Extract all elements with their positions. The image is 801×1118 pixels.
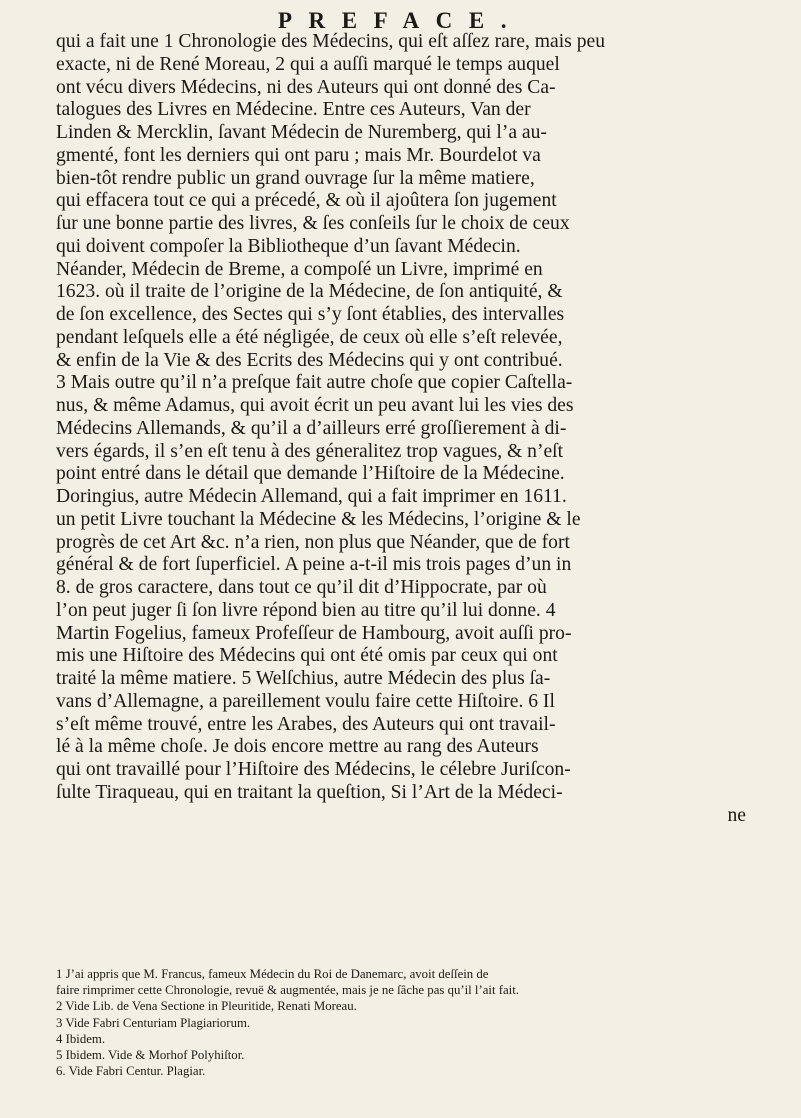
body-line: 8. de gros caractere, dans tout ce qu’il dit d’Hippocrate, par où [56, 577, 547, 598]
body-line: progrès de cet Art &c. n’a rien, non plus que Néander, que de fort [56, 531, 570, 553]
footnote: 4 Ibidem. [56, 1031, 106, 1046]
body-line: Néander, Médecin de Breme, a compoſé un Livre, imprimé en [56, 258, 543, 280]
body-line: général & de fort ſuperficiel. A peine a-t-il mis trois pages d’un in [56, 554, 572, 576]
body-line: vers égards, il s’en eſt tenu à des géneralitez trop vagues, & n’eſt [56, 440, 564, 462]
body-line: un petit Livre touchant la Médecine & les Médecins, l’origine & le [56, 508, 581, 530]
body-line: s’eſt même trouvé, entre les Arabes, des Auteurs qui ont travail- [56, 713, 556, 735]
body-line: ſulte Tiraqueau, qui en traitant la queſtion, Si l’Art de la Médeci- [56, 781, 563, 803]
footnote: 5 Ibidem. Vide & Morhof Polyhiſtor. [56, 1048, 245, 1063]
body-line: point entré dans le détail que demande l’Hiſtoire de la Médecine. [56, 463, 565, 485]
body-line: ſur une bonne partie des livres, & ſes conſeils ſur le choix de ceux [56, 213, 570, 234]
body-line: Médecins Allemands, & qu’il a d’ailleurs erré groſſierement à di- [56, 417, 567, 439]
body-line: vans d’Allemagne, a pareillement voulu faire cette Hiſtoire. 6 Il [56, 690, 555, 712]
body-line: & enfin de la Vie & des Ecrits des Médecins qui y ont contribué. [56, 349, 563, 371]
body-line: traité la même matiere. 5 Welſchius, autre Médecin des plus ſa- [56, 668, 551, 689]
footnote: 2 Vide Lib. de Vena Sectione in Pleuritide, Renati Moreau. [56, 999, 357, 1014]
body-line: ont vécu divers Médecins, ni des Auteurs qui ont donné des Ca- [56, 76, 556, 98]
body-line: pendant leſquels elle a été négligée, de ceux où elle s’eſt relevée, [56, 326, 563, 348]
body-line: Doringius, autre Médecin Allemand, qui a fait imprimer en 1611. [56, 486, 567, 507]
body-line: nus, & même Adamus, qui avoit écrit un peu avant lui les vies des [56, 395, 574, 416]
body-line: de ſon excellence, des Sectes qui s’y ſont établies, des intervalles [56, 304, 565, 325]
body-line: gmenté, font les derniers qui ont paru ; mais Mr. Bourdelot va [56, 144, 541, 166]
body-line: talogues des Livres en Médecine. Entre ces Auteurs, Van der [56, 99, 531, 121]
body-line: qui a fait une 1 Chronologie des Médecins, qui eſt aſſez rare, mais peu [56, 31, 605, 52]
footnote: 3 Vide Fabri Centuriam Plagiariorum. [56, 1015, 251, 1030]
body-line: qui ont travaillé pour l’Hiſtoire des Médecins, le célebre Juriſcon- [56, 759, 571, 780]
body-line: lé à la même choſe. Je dois encore mettre au rang des Auteurs [56, 736, 539, 758]
body-line: l’on peut juger ſi ſon livre répond bien au titre qu’il lui donne. 4 [56, 599, 556, 621]
body-line: Martin Fogelius, fameux Profeſſeur de Hambourg, avoit auſſi pro- [56, 622, 572, 644]
body-line: qui doivent compoſer la Bibliotheque d’un ſavant Médecin. [56, 235, 521, 257]
preface-body [56, 31, 772, 827]
body-line: Linden & Mercklin, ſavant Médecin de Nuremberg, qui l’a au- [56, 122, 547, 143]
body-line: mis une Hiſtoire des Médecins qui ont été omis par ceux qui ont [56, 645, 558, 667]
body-line: qui effacera tout ce qui a précedé, & où il ajoûtera ſon jugement [56, 190, 557, 212]
footnotes [56, 966, 772, 1079]
catchword: ne [727, 804, 746, 826]
body-line: 1623. où il traite de l’origine de la Médecine, de ſon antiquité, & [56, 281, 563, 303]
body-line: exacte, ni de René Moreau, 2 qui a auſſi marqué le temps auquel [56, 53, 560, 75]
body-line: bien-tôt rendre public un grand ouvrage ſur la même matiere, [56, 167, 535, 189]
running-header: PREFACE. [277, 8, 524, 33]
footnote: 1 J’ai appris que M. Francus, fameux Médecin du Roi de Danemarc, avoit deſſein de [56, 967, 489, 981]
footnote: faire rimprimer cette Chronologie, revuë & augmentée, mais je ne ſâche pas qu’il l’ait fait. [56, 983, 519, 998]
footnote: 6. Vide Fabri Centur. Plagiar. [56, 1064, 206, 1079]
body-line: 3 Mais outre qu’il n’a preſque fait autre choſe que copier Caſtella- [56, 372, 573, 394]
